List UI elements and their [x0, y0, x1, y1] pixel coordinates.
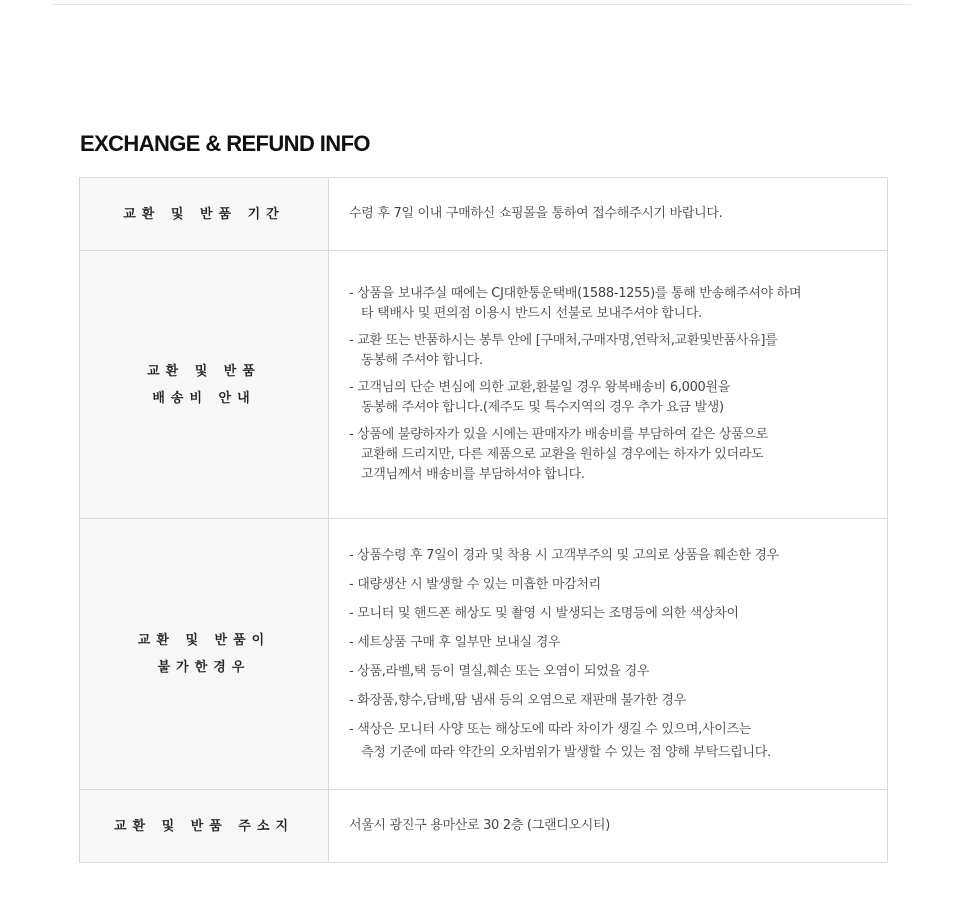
return-address-text: 서울시 광진구 용마산로 30 2층 (그랜디오시티) — [349, 818, 611, 833]
row-content — [329, 790, 888, 863]
return-period-text: 수령 후 7일 이내 구매하신 쇼핑몰을 통하여 접수해주시기 바랍니다. — [349, 206, 723, 221]
row-heading: 교환 및 반품 기간 — [80, 178, 329, 251]
row-heading: 교환 및 반품 배송비 안내 — [80, 251, 329, 519]
list-item: - 세트상품 구매 후 일부만 보내실 경우 — [349, 635, 561, 650]
row-heading: 교환 및 반품이 불가한경우 — [80, 519, 329, 790]
section-title: EXCHANGE & REFUND INFO — [80, 131, 370, 156]
top-divider — [53, 4, 911, 5]
list-item: - 모니터 및 핸드폰 해상도 및 촬영 시 발생되는 조명등에 의한 색상차이 — [349, 606, 739, 621]
non-returnable-list — [349, 544, 867, 764]
list-item: - 교환 또는 반품하시는 봉투 안에 [구매처,구매자명,연락처,교환및반품사유]를 동봉해 주셔야 합니다. — [349, 333, 778, 368]
list-item: - 상품에 불량하자가 있을 시에는 판매자가 배송비를 부담하여 같은 상품으로 교환해 드리지만, 다른 제품으로 교환을 원하실 경우에는 하자가 있더라도 고객님께서 배송비를 부담하셔야 합니다. — [349, 427, 768, 482]
row-shipping-fee — [80, 251, 888, 519]
list-item: - 고객님의 단순 변심에 의한 교환,환불일 경우 왕복배송비 6,000원을 동봉해 주셔야 합니다.(제주도 및 특수지역의 경우 추가 요금 발생) — [349, 380, 731, 415]
exchange-refund-table — [79, 177, 888, 863]
row-return-address — [80, 790, 888, 863]
list-item: - 색상은 모니터 사양 또는 해상도에 따라 차이가 생길 수 있으며,사이즈는 측정 기준에 따라 약간의 오차범위가 발생할 수 있는 점 양해 부탁드립니다. — [349, 722, 771, 760]
row-non-returnable-cases — [80, 519, 888, 790]
row-content — [329, 251, 888, 519]
list-item: - 화장품,향수,담배,땀 냄새 등의 오염으로 재판매 불가한 경우 — [349, 693, 686, 708]
row-return-period — [80, 178, 888, 251]
list-item: - 상품수령 후 7일이 경과 및 착용 시 고객부주의 및 고의로 상품을 훼손한 경우 — [349, 548, 779, 563]
row-content — [329, 519, 888, 790]
row-content — [329, 178, 888, 251]
list-item: - 대량생산 시 발생할 수 있는 미흡한 마감처리 — [349, 577, 601, 592]
row-heading: 교환 및 반품 주소지 — [80, 790, 329, 863]
list-item: - 상품을 보내주실 때에는 CJ대한통운택배(1588-1255)를 통해 반송해주셔야 하며 타 택배사 및 편의점 이용시 반드시 선불로 보내주셔야 합니다. — [349, 286, 802, 321]
list-item: - 상품,라벨,택 등이 멸실,훼손 또는 오염이 되었을 경우 — [349, 664, 650, 679]
shipping-fee-list — [349, 284, 867, 485]
